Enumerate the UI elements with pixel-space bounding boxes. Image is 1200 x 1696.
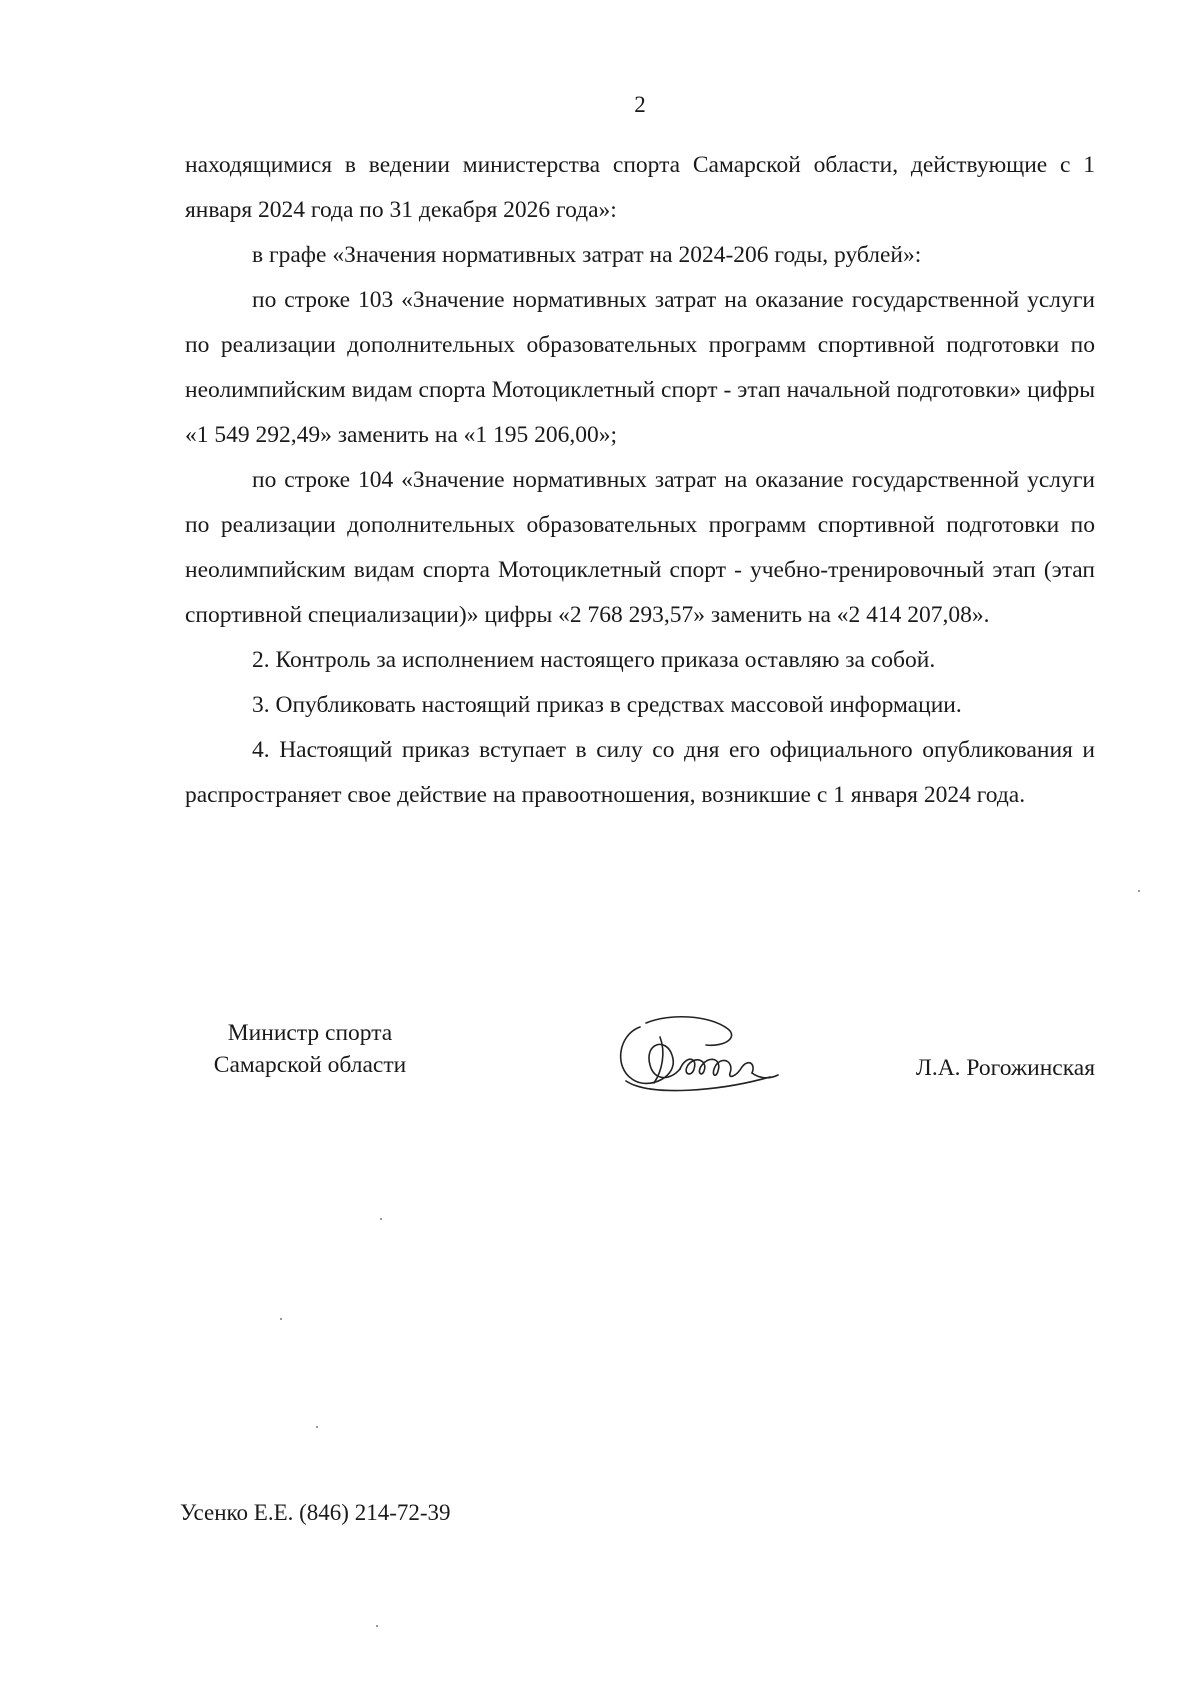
- handwritten-signature: [610, 1007, 790, 1099]
- paragraph-item-2: 2. Контроль за исполнением настоящего приказа оставляю за собой.: [252, 647, 936, 673]
- paragraph-column-ref: в графе «Значения нормативных затрат на 2024-206 годы, рублей»:: [252, 242, 922, 268]
- paragraph-item-4: 4. Настоящий приказ вступает в силу со дня его официального опубликования и распространяет свое действие на правоотношения, возникшие с 1 января 2024 года.: [185, 737, 1095, 808]
- scan-speck: [380, 1218, 382, 1220]
- paragraph-row-103: по строке 103 «Значение нормативных затрат на оказание государственной услуги по реализации дополнительных образовательных программ спортивной подготовки по неолимпийским видам спорта Мотоциклетный спорт - этап начальной подготовки» цифры «1 549 292,49» заменить на «1 195 206,00»;: [185, 287, 1095, 448]
- signatory-title-line-2: Самарской области: [213, 1052, 407, 1078]
- scan-speck: [280, 1318, 282, 1320]
- signature-block: [185, 1017, 1095, 1107]
- signatory-name: Л.А. Рогожинская: [915, 1055, 1095, 1081]
- scan-speck: [316, 1426, 318, 1428]
- signatory-title: [195, 1017, 425, 1081]
- paragraph-continuation: находящимися в ведении министерства спорта Самарской области, действующие с 1 января 2024 года по 31 декабря 2026 года»:: [185, 152, 1095, 223]
- paragraph-item-3: 3. Опубликовать настоящий приказ в средствах массовой информации.: [252, 692, 962, 718]
- contact-info: Усенко Е.Е. (846) 214-72-39: [180, 1500, 451, 1525]
- scan-speck: [1138, 890, 1140, 892]
- scan-speck: [376, 1625, 378, 1627]
- document-body: [185, 143, 1095, 818]
- paragraph-row-104: по строке 104 «Значение нормативных затрат на оказание государственной услуги по реализации дополнительных образовательных программ спортивной подготовки по неолимпийским видам спорта Мотоциклетный спорт - учебно-тренировочный этап (этап спортивной специализации)» цифры «2 768 293,57» заменить на «2 414 207,08».: [185, 467, 1095, 628]
- signatory-title-line-1: Министр спорта: [227, 1020, 393, 1046]
- page-number: 2: [634, 92, 646, 117]
